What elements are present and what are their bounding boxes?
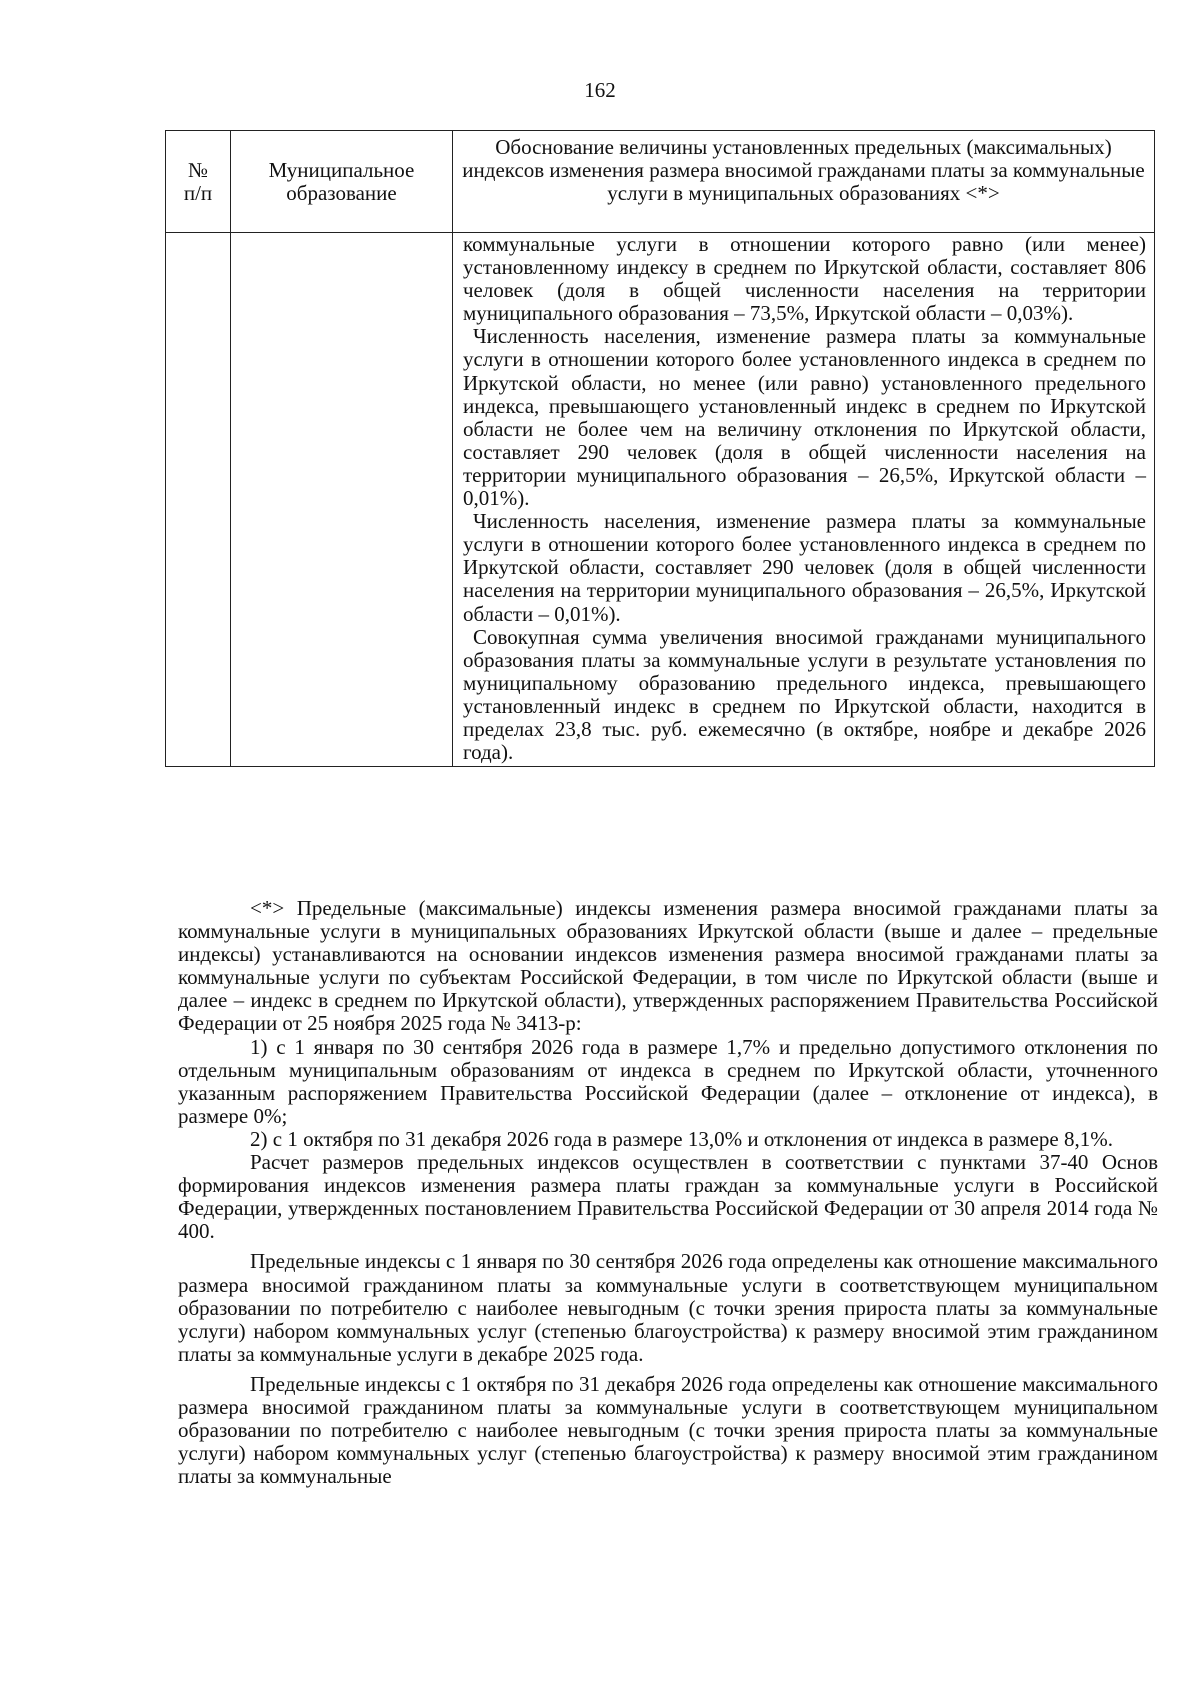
justification-paragraph-2: Численность населения, изменение размера платы за коммунальные услуги в отношении которого более установленного индекса в среднем по Иркутской области, но менее (или равно) установленного предельного индекса, превышающего установленный индекс в среднем по Иркутской области не более чем на величину отклонения по Иркутской области, составляет 290 человек (доля в общей численности населения на территории муниципального образования – 26,5%, Иркутской области – 0,01%).: [463, 324, 1146, 511]
justification-paragraph-3: Численность населения, изменение размера платы за коммунальные услуги в отношении которого более установленного индекса в среднем по Иркутской области, составляет 290 человек (доля в общей численности населения на территории муниципального образования – 26,5%, Иркутской области – 0,01%).: [463, 509, 1146, 626]
footnote-paragraph-6: Предельные индексы с 1 октября по 31 декабря 2026 года определены как отношение максимального размера вносимой гражданином платы за коммунальные услуги в соответствующем муниципальном образовании по потребителю с наиболее невыгодным (с точки зрения прироста платы за коммунальные услуги) набором коммунальных услуг (степенью благоустройства) к размеру вносимой этим гражданином платы за коммунальные: [178, 1371, 1158, 1489]
footnote-paragraph-2: 1) с 1 января по 30 сентября 2026 года в размере 1,7% и предельно допустимого отклонения по отдельным муниципальным образованиям от индекса в среднем по Иркутской области, уточненного указанным распоряжением Правительства Российской Федерации (далее – отклонение от индекса), в размере 0%;: [178, 1034, 1158, 1128]
row-municipality-cell: [231, 233, 453, 767]
indices-table: [165, 130, 1155, 767]
row-number-cell: [166, 233, 231, 767]
table-header-row: [166, 131, 1155, 233]
header-municipality: Муниципальное образование: [231, 131, 453, 233]
row-justification-cell: [453, 233, 1155, 767]
justification-paragraph-1: коммунальные услуги в отношении которого равно (или менее) установленному индексу в среднем по Иркутской области, составляет 806 человек (доля в общей численности населения на территории муниципального образования – 73,5%, Иркутской области – 0,03%).: [463, 232, 1146, 326]
justification-paragraph-4: Совокупная сумма увеличения вносимой гражданами муниципального образования платы за коммунальные услуги в результате установления по муниципальному образованию предельного индекса, превышающего установленный индекс в среднем по Иркутской области, находится в пределах 23,8 тыс. руб. ежемесячно (в октябре, ноябре и декабре 2026 года).: [463, 624, 1146, 765]
footnote-paragraph-5: Предельные индексы с 1 января по 30 сентября 2026 года определены как отношение максимального размера вносимой гражданином платы за коммунальные услуги в соответствующем муниципальном образовании по потребителю с наиболее невыгодным (с точки зрения прироста платы за коммунальные услуги) набором коммунальных услуг (степенью благоустройства) к размеру вносимой этим гражданином платы за коммунальные услуги в декабре 2025 года.: [178, 1249, 1158, 1366]
footnote-paragraph-1: <*> Предельные (максимальные) индексы изменения размера вносимой гражданами платы за коммунальные услуги в муниципальных образованиях Иркутской области (выше и далее – предельные индексы) устанавливаются на основании индексов изменения размера вносимой гражданами платы за коммунальные услуги по субъектам Российской Федерации, в том числе по Иркутской области (выше и далее – индекс в среднем по Иркутской области), утвержденных распоряжением Правительства Российской Федерации от 25 ноября 2025 года № 3413-р:: [178, 896, 1158, 1036]
footnote-paragraph-4: Расчет размеров предельных индексов осуществлен в соответствии с пунктами 37-40 Основ формирования индексов изменения размера платы граждан за коммунальные услуги в Российской Федерации, утвержденных постановлением Правительства Российской Федерации от 30 апреля 2014 года № 400.: [178, 1150, 1158, 1244]
header-justification: Обоснование величины установленных предельных (максимальных) индексов изменения размера вносимой гражданами платы за коммунальные услуги в муниципальных образованиях <*>: [453, 131, 1155, 233]
footnotes-section: [178, 897, 1158, 1488]
header-number-text: № п/п: [183, 157, 213, 205]
header-number: [166, 131, 231, 233]
page-number: 162: [584, 78, 616, 102]
footnote-paragraph-3: 2) с 1 октября по 31 декабря 2026 года в размере 13,0% и отклонения от индекса в размере 8,1%.: [250, 1126, 1113, 1151]
table-row: [166, 233, 1155, 767]
